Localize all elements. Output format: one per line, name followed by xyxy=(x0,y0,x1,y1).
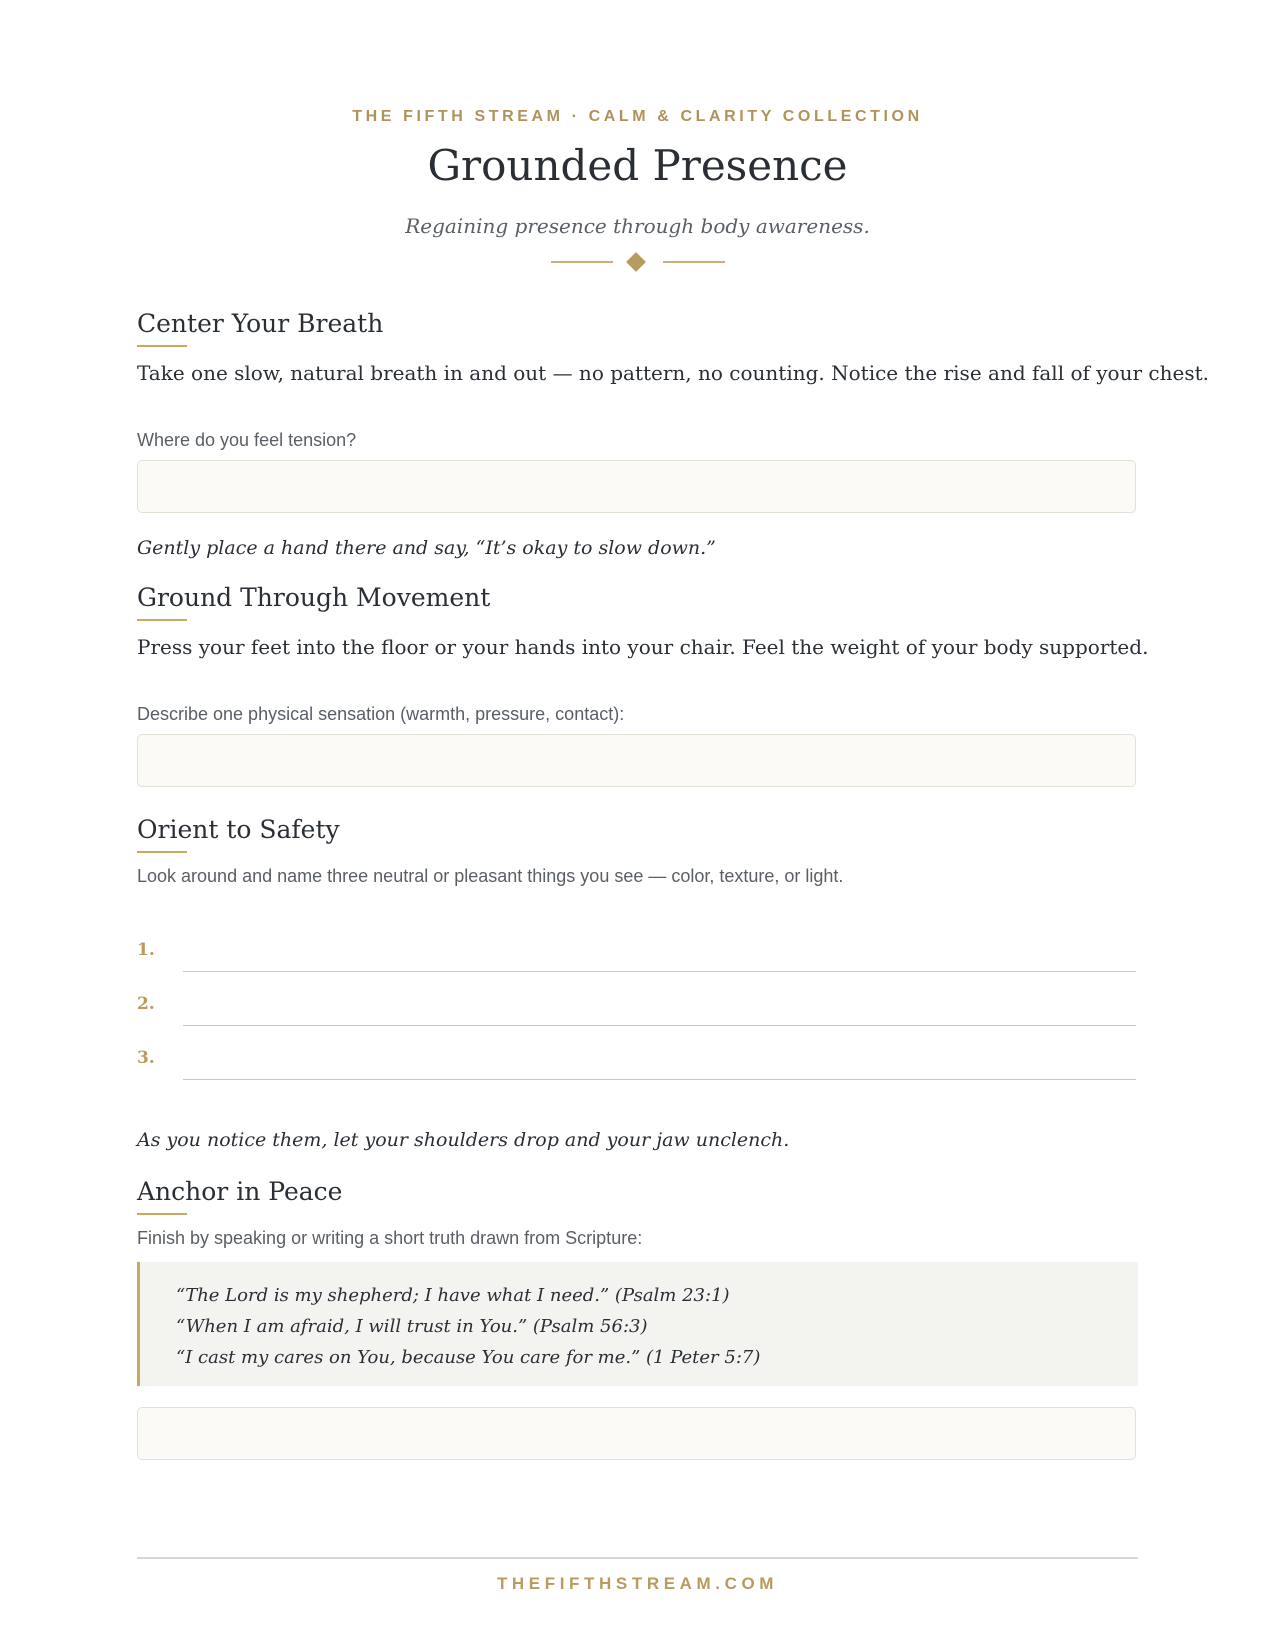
ornament-line-left xyxy=(551,261,613,263)
section-rule xyxy=(137,1213,187,1215)
item-number: 2. xyxy=(137,994,155,1014)
collection-eyebrow: THE FIFTH STREAM · CALM & CLARITY COLLECTION xyxy=(352,108,923,125)
section-body-peace: Finish by speaking or writing a short truth drawn from Scripture: xyxy=(137,1228,643,1248)
safety-note: As you notice them, let your shoulders drop and your jaw unclench. xyxy=(137,1129,790,1151)
item-number: 3. xyxy=(137,1048,155,1068)
scripture-quote-block xyxy=(137,1262,1138,1386)
section-rule xyxy=(137,619,187,621)
footer-divider xyxy=(137,1557,1138,1559)
list-item xyxy=(137,992,1138,1026)
observation-input-3[interactable] xyxy=(183,1046,1136,1080)
scripture-verse: “The Lord is my shepherd; I have what I need.” (Psalm 23:1) xyxy=(176,1285,730,1306)
section-title-movement: Ground Through Movement xyxy=(137,583,491,612)
sensation-field-label: Describe one physical sensation (warmth, pressure, contact): xyxy=(137,704,625,724)
observation-input-1[interactable] xyxy=(183,938,1136,972)
sensation-input[interactable] xyxy=(137,734,1136,787)
section-body-breath: Take one slow, natural breath in and out — no pattern, no counting. Notice the rise and fall of your chest. xyxy=(137,361,1209,385)
ornament-line-right xyxy=(663,261,725,263)
section-title-breath: Center Your Breath xyxy=(137,309,384,338)
observation-input-2[interactable] xyxy=(183,992,1136,1026)
tension-input[interactable] xyxy=(137,460,1136,513)
breath-note: Gently place a hand there and say, “It’s okay to slow down.” xyxy=(137,537,716,559)
section-title-safety: Orient to Safety xyxy=(137,815,340,844)
list-item xyxy=(137,1046,1138,1080)
section-body-safety: Look around and name three neutral or pleasant things you see — color, texture, or light. xyxy=(137,866,844,886)
footer-site: THEFIFTHSTREAM.COM xyxy=(496,1574,779,1593)
diamond-icon xyxy=(626,252,646,272)
section-body-movement: Press your feet into the floor or your hands into your chair. Feel the weight of your body supported. xyxy=(137,635,1149,659)
page-subtitle: Regaining presence through body awareness. xyxy=(405,214,870,238)
section-rule xyxy=(137,345,187,347)
section-rule xyxy=(137,851,187,853)
scripture-verse: “When I am afraid, I will trust in You.” (Psalm 56:3) xyxy=(176,1316,648,1337)
scripture-verse: “I cast my cares on You, because You care for me.” (1 Peter 5:7) xyxy=(176,1347,761,1368)
item-number: 1. xyxy=(137,940,155,960)
section-title-peace: Anchor in Peace xyxy=(137,1177,343,1206)
truth-input[interactable] xyxy=(137,1407,1136,1460)
title-ornament xyxy=(137,252,1138,272)
page-title: Grounded Presence xyxy=(427,141,848,190)
list-item xyxy=(137,938,1138,972)
tension-field-label: Where do you feel tension? xyxy=(137,430,357,450)
